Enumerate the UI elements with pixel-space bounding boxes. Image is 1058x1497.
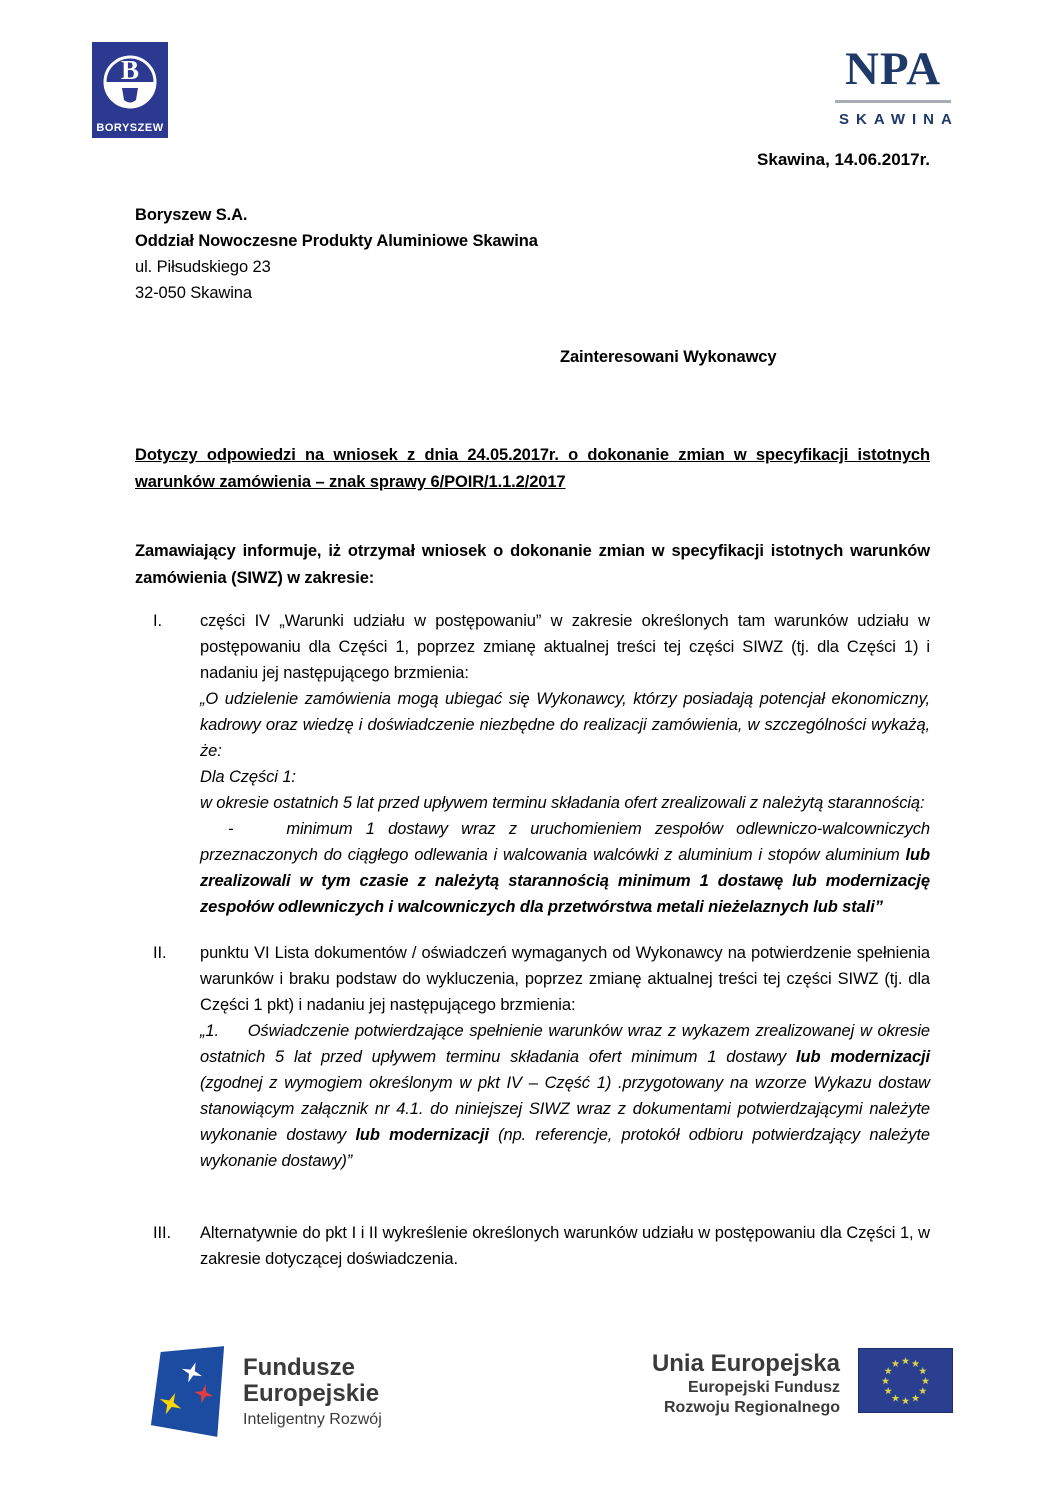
item-quote: Dla Części 1: [200,768,296,786]
item-numeral: III. [153,1224,171,1242]
quote-run: (np. referencje, protokół odbioru potwierdzający należyte wykonanie dostawy)” [200,1126,931,1170]
recipient-line: 32-050 Skawina [135,284,252,302]
bullet-bold-run: lub zrealizowali w tym czasie z należytą starannością minimum 1 dostawę lub modernizację zespołów odlewniczych i walcowniczych dla przetwórstwa metali nieżelaznych lub stali” [200,846,930,916]
boryszew-caption: BORYSZEW [96,122,164,134]
quote-bold-run: lub modernizacji [355,1126,489,1144]
date-line: Skawina, 14.06.2017r. [757,150,930,169]
fe-flag-icon [148,1342,228,1440]
fe-subtitle: Inteligentny Rozwój [243,1411,382,1428]
item-body [200,940,930,1174]
quote-run: (zgodnej z wymogiem określonym w pkt IV – Część 1) .przygotowany na wzorze Wykazu dostaw stanowiącym załącznik nr 4.1. do niniejszej SIWZ wraz z dokumentami potwierdzającymi należyte wykonanie dostawy [200,1074,930,1144]
item-body [200,608,930,920]
recipient-line: Oddział Nowoczesne Produkty Aluminiowe Skawina [135,232,538,250]
item-numeral: I. [153,612,162,630]
ue-subtitle-line2: Rozwoju Regionalnego [664,1399,840,1416]
fe-title-line2: Europejskie [243,1380,380,1407]
recipient-line: Boryszew S.A. [135,206,248,224]
item-numeral: II. [153,944,167,962]
unia-europejska-logo [652,1348,953,1418]
fe-title-line1: Fundusze [243,1354,355,1381]
recipient-block [135,202,930,306]
salutation: Zainteresowani Wykonawcy [560,348,777,366]
npa-divider [835,100,951,103]
list-item-2 [135,940,930,1174]
item-lead: punktu VI Lista dokumentów / oświadczeń wymaganych od Wykonawcy na potwierdzenie spełnienia warunków i braku podstaw do wykluczenia, poprzez zmianę aktualnej treści tej części SIWZ (tj. dla Części 1 pkt) i nadaniu jej następującego brzmienia: [200,944,930,1014]
bullet-regular-run: - minimum 1 dostawy wraz z uruchomieniem zespołów odlewniczo-walcowniczych przeznaczonych do ciągłego odlewania i walcowania walcówki z aluminium i stopów aluminium [200,820,930,864]
quote-bold-run: lub modernizacji [796,1048,931,1066]
npa-logo [832,43,959,128]
subject-line: Dotyczy odpowiedzi na wniosek z dnia 24.05.2017r. o dokonanie zmian w specyfikacji istotnych warunków zamówienia – znak sprawy 6/POIR/1.1.2/2017 [135,446,930,491]
list-item-1 [135,608,930,920]
items-list [135,608,930,1272]
letter-body [135,202,930,1272]
item-quote: „O udzielenie zamówienia mogą ubiegać się Wykonawcy, którzy posiadają potencjał ekonomiczny, kadrowy oraz wiedzę i doświadczenie niezbędne do realizacji zamówienia, w szczególności wykażą, że: [200,690,930,760]
recipient-line: ul. Piłsudskiego 23 [135,258,271,276]
ue-title: Unia Europejska [651,1350,840,1377]
item-lead: części IV „Warunki udziału w postępowaniu” w zakresie określonych tam warunków udziału w postępowaniu dla Części 1, poprzez zmianę aktualnej treści tej części SIWZ (tj. dla Części 1) i nadaniu jej następującego brzmienia: [200,612,930,682]
boryszew-emblem-icon [92,42,168,138]
fundusze-europejskie-logo [148,1342,382,1440]
npa-subtitle: SKAWINA [839,111,959,128]
npa-title: NPA [844,43,942,95]
ue-subtitle-line1: Europejski Fundusz [687,1379,840,1396]
item-text: Alternatywnie do pkt I i II wykreślenie określonych warunków udziału w postępowaniu dla Części 1, w zakresie dotyczącej doświadczenia. [200,1224,930,1268]
ue-text-block [652,1348,840,1418]
item-quote: w okresie ostatnich 5 lat przed upływem terminu składania ofert zrealizowali z należytą starannością: [200,794,925,812]
item-quote-bullet [200,816,930,920]
quote-run: „1. Oświadczenie potwierdzające spełnienie warunków wraz z wykazem zrealizowanej w okresie ostatnich 5 lat przed upływem terminu składania ofert minimum 1 dostawy [200,1022,930,1066]
intro-paragraph: Zamawiający informuje, iż otrzymał wniosek o dokonanie zmian w specyfikacji istotnych warunków zamówienia (SIWZ) w zakresie: [135,542,930,587]
item-quote [200,1018,930,1174]
list-item-3 [135,1220,930,1272]
eu-flag-icon [858,1348,953,1413]
boryszew-logo [92,42,168,143]
boryszew-monogram: B [120,55,140,85]
item-body [200,1220,930,1272]
fe-text-block [243,1342,382,1440]
